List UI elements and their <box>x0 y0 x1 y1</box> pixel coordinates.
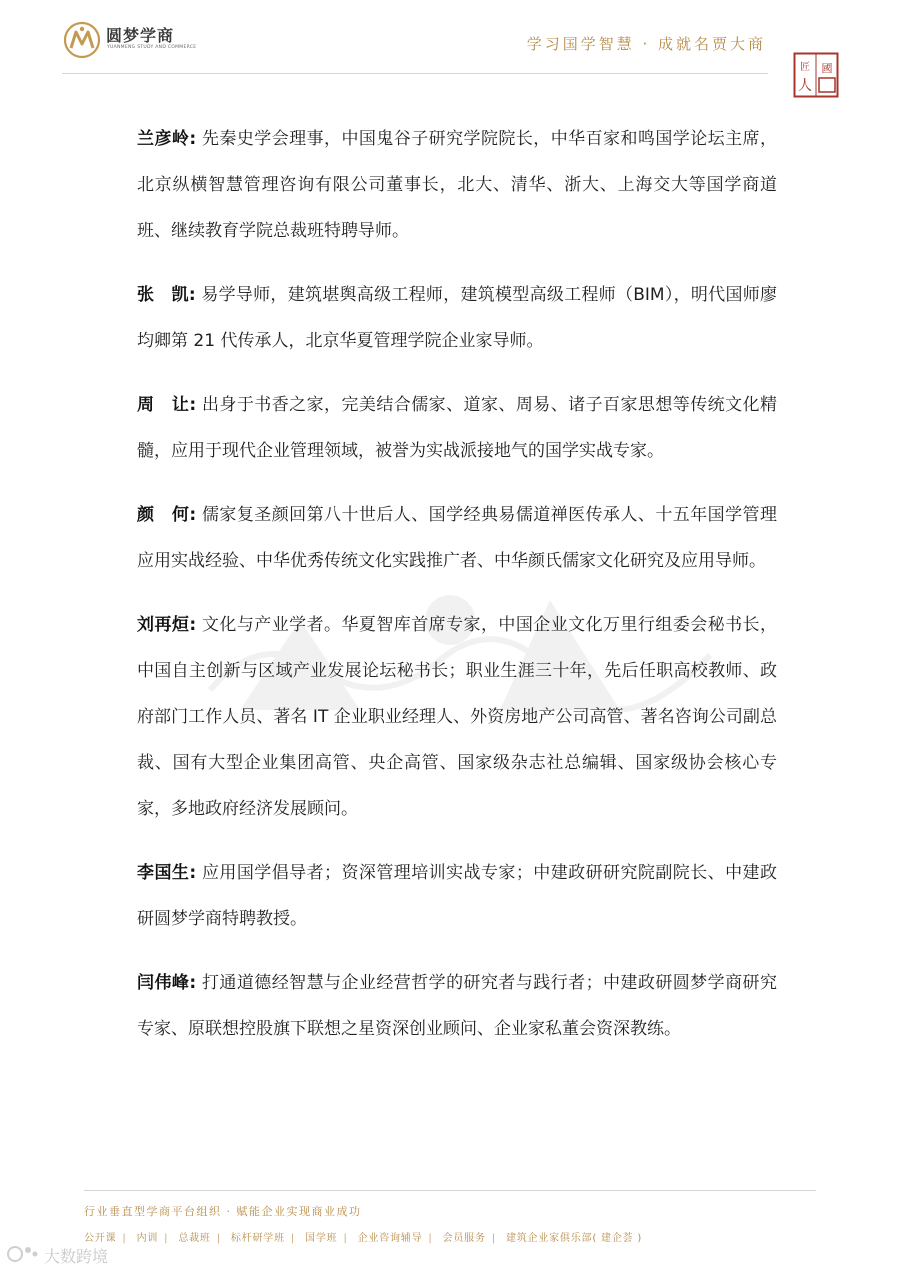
entry-bio: 应用国学倡导者；资深管理培训实战专家；中建政研研究院副院长、中建政研圆梦学商特聘教授。 <box>137 863 777 929</box>
logo-name: 圆梦学商 <box>106 26 175 45</box>
entry-bio: 易学导师，建筑堪舆高级工程师，建筑模型高级工程师（BIM），明代国师廖均卿第 21 代传承人，北京华夏管理学院企业家导师。 <box>137 285 778 351</box>
header-divider <box>62 73 768 74</box>
entry-name: 颜 何: <box>137 505 197 525</box>
svg-text:國: 國 <box>821 62 833 75</box>
entry-bio: 打通道德经智慧与企业经营哲学的研究者与践行者；中建政研圆梦学商研究专家、原联想控股旗下联想之星资深创业顾问、企业家私董会资深教练。 <box>137 973 777 1039</box>
entry-bio: 出身于书香之家，完美结合儒家、道家、周易、诸子百家思想等传统文化精髓，应用于现代企业管理领域，被誉为实战派接地气的国学实战专家。 <box>137 395 777 461</box>
footer-separator: | <box>216 1233 221 1244</box>
footer-separator: | <box>290 1233 296 1244</box>
footer-divider <box>84 1190 816 1191</box>
footer-link-builders-club[interactable]: 建筑企业家俱乐部( 建企荟 ) <box>505 1233 643 1244</box>
header-slogan: 学习国学智慧 · 成就名贾大商 <box>526 35 766 53</box>
footer-link-public-course[interactable]: 公开课 <box>84 1233 117 1244</box>
logo-subtitle: YUANMENG STUDY AND COMMERCE <box>107 45 197 50</box>
footer-separator: | <box>122 1233 127 1244</box>
bio-entry-lan-yanling <box>137 116 777 254</box>
entry-name: 李国生: <box>137 863 197 883</box>
brand-logo[interactable] <box>62 20 197 60</box>
entry-name: 闫伟峰: <box>137 973 197 993</box>
footer-link-member-service[interactable]: 会员服务 <box>442 1233 486 1244</box>
svg-text:匠: 匠 <box>800 62 810 73</box>
watermark-text: 大数跨境 <box>44 1247 109 1266</box>
bio-entry-yan-weifeng <box>137 960 777 1052</box>
bio-list <box>137 116 777 1070</box>
footer-links <box>84 1229 642 1244</box>
footer-separator: | <box>164 1233 169 1244</box>
bio-entry-yan-he <box>137 492 777 584</box>
bio-entry-liu-zaixuan <box>137 602 777 832</box>
entry-bio: 儒家复圣颜回第八十世后人、国学经典易儒道禅医传承人、十五年国学管理应用实战经验、中华优秀传统文化实践推广者、中华颜氏儒家文化研究及应用导师。 <box>137 505 777 571</box>
bio-entry-zhou-rang <box>137 382 777 474</box>
seal-stamp-icon <box>793 52 839 98</box>
bio-entry-li-guosheng <box>137 850 777 942</box>
svg-text:人: 人 <box>798 78 812 94</box>
logo-mark-icon <box>62 20 102 60</box>
footer-link-consulting[interactable]: 企业咨询辅导 <box>357 1233 423 1244</box>
footer-separator: | <box>428 1233 433 1244</box>
entry-name: 周 让: <box>137 395 197 415</box>
bio-entry-zhang-kai <box>137 272 777 364</box>
footer-separator: | <box>343 1233 348 1244</box>
entry-name: 刘再烜: <box>137 615 197 635</box>
entry-name: 兰彦岭: <box>137 129 197 149</box>
footer-link-executive-class[interactable]: 总裁班 <box>178 1233 211 1244</box>
footer-link-benchmark-study[interactable]: 标杆研学班 <box>230 1233 285 1244</box>
footer-link-guoxue-class[interactable]: 国学班 <box>305 1233 338 1244</box>
entry-bio: 文化与产业学者。华夏智库首席专家，中国企业文化万里行组委会秘书长，中国自主创新与区域产业发展论坛秘书长；职业生涯三十年，先后任职高校教师、政府部门工作人员、著名 IT 企业职业经理人、外资房地产公司高管、著名咨询公司副总裁、国有大型企业集团高管、央企高管、国家级杂志社总编辑、国家级协会核心专家，多地政府经济发展顾问。 <box>137 615 777 819</box>
page-header <box>0 0 900 94</box>
footer-tagline: 行业垂直型学商平台组织 · 赋能企业实现商业成功 <box>84 1205 362 1218</box>
entry-name: 张 凯: <box>137 285 196 305</box>
footer-separator: | <box>491 1233 496 1244</box>
footer-link-internal-training[interactable]: 内训 <box>136 1233 159 1244</box>
entry-bio: 先秦史学会理事，中国鬼谷子研究学院院长，中华百家和鸣国学论坛主席，北京纵横智慧管理咨询有限公司董事长，北大、清华、浙大、上海交大等国学商道班、继续教育学院总裁班特聘导师。 <box>137 129 777 241</box>
watermark-logo-icon <box>6 1242 40 1266</box>
